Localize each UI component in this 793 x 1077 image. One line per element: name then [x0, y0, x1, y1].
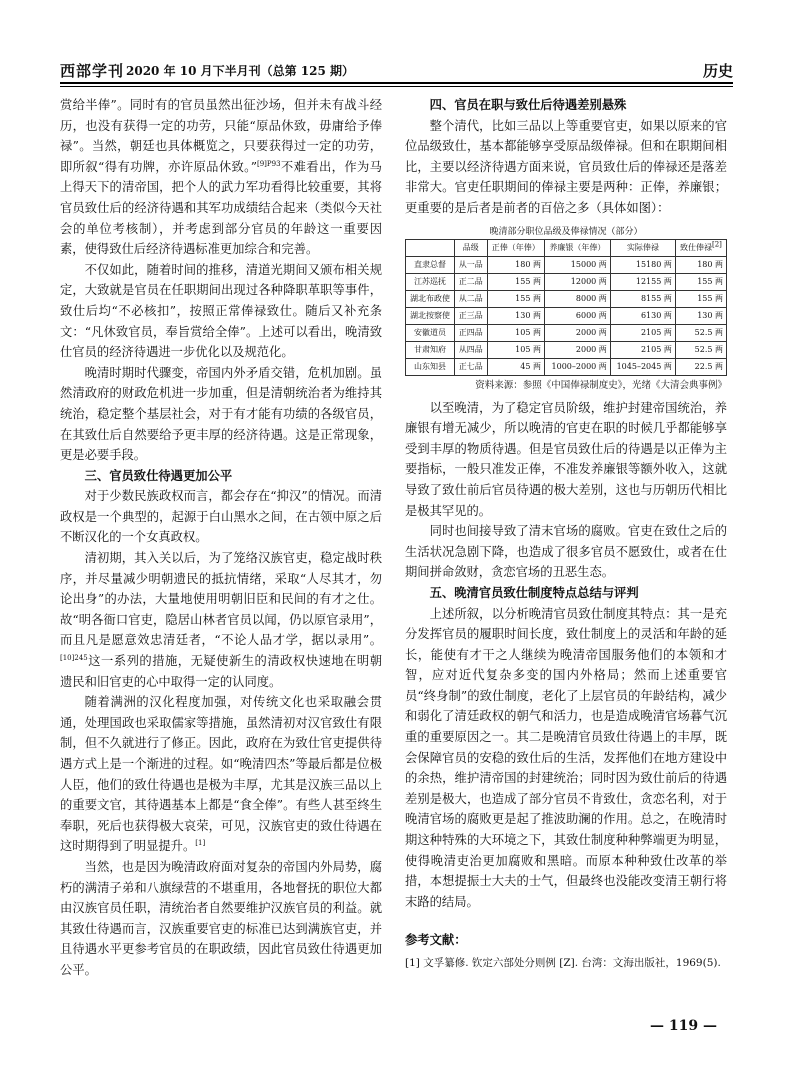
- paragraph: 清初期，其入关以后，为了笼络汉族官吏，稳定战时秩序，并尽量减少明朝遗民的抵抗情绪，采取“人尽其才，勿论出身”的办法，大量地使用明朝旧臣和民间的有才之仕。故“明各衙口官吏，隐居山林者官员以闻，仍以原官录用”，而且凡是愿意效忠清廷者，“不论人品才学，据以录用”。$^{[10]245}$这一系列的措施，无疑使新生的清政权快速地在明朝遗民和旧官吏的心中取得一定的认同度。: [60, 551, 382, 689]
- table-cell: 8155 两: [610, 290, 675, 307]
- section-heading: 五、晚清官员致仕制度特点总结与评判: [429, 585, 639, 600]
- salary-table: [405, 239, 727, 376]
- table-cell: 正七品: [455, 358, 487, 375]
- table-cell: 2000 两: [544, 324, 610, 341]
- right-column: [405, 95, 727, 972]
- left-column: [60, 95, 382, 981]
- paragraph: 随着满洲的汉化程度加强，对传统文化也采取融会贯通，处理国政也采取儒家等措施，虽然清初对汉官致仕有限制，但不久就进行了修正。因此，政府在为致仕官吏提供待遇方式上是一个渐进的过程。如“晚清四杰”等最后都是位极人臣，他们的致仕待遇也是极为丰厚，尤其是汉族三品以上的重要文官，其待遇基本上都是“食全俸”。有些人甚至终生奉职，死后也获得极大哀荣，可见，汉族官吏的致仕待遇在这时期得到了明显提升。[1]: [60, 695, 382, 854]
- table-header-cell: 养廉银（年俸）: [544, 239, 610, 256]
- paragraph: 以至晚清，为了稳定官员阶级，维护封建帝国统治，养廉银有增无减少，所以晚清的官吏在职的时候几乎都能够享受到丰厚的物质待遇。但是官员致仕后的待遇是以正俸为主要指标，一般只准发正俸，不准发养廉银等额外收入，这就导致了致仕前后官员待遇的极大差别，这也与历朝历代相比是极其罕见的。: [405, 400, 727, 518]
- citation-marker: [10]245: [60, 653, 88, 662]
- section-title: 历史: [702, 62, 733, 80]
- table-cell: 从一品: [455, 256, 487, 273]
- table-cell: 105 两: [487, 341, 544, 358]
- table-header-cell: 实际俸禄: [610, 239, 675, 256]
- page-header: [60, 60, 733, 80]
- table-cell: 52.5 两: [675, 341, 726, 358]
- section-heading: 四、官员在职与致仕后待遇差别悬殊: [429, 98, 627, 112]
- paragraph: 上述所叙，以分析晚清官员致仕制度其特点：其一是充分发挥官员的履职时间长度，致仕制度上的灵活和年龄的延长，能使有才干之人继续为晚清帝国服务他们的本领和才智，应对近代复杂多变的国内外格局；然而上述重要官员“终身制”的致仕制度，老化了上层官员的年龄结构，减少和弱化了清廷政权的朝气和活力，也是造成晚清官场暮气沉重的重要原因之一。其二是晚清官员致仕待遇上的丰厚，既会保障官员的安稳的致仕后的生活，发挥他们在地方建设中的余热，维护清帝国的封建统治；同时因为致仕前后的待遇差别是极大，也造成了部分官员不肯致仕，贪恋名利，对于晚清官场的腐败更是起了推波助澜的作用。总之，在晚清时期这种特殊的大环境之下，其致仕制度种种弊端更为明显，使得晚清吏治更加腐败和黑暗。而原本种种致仕改革的举措，本想提振士大夫的士气，但最终也没能改变清王朝行将末路的结局。: [405, 606, 727, 909]
- table-cell: 15180 两: [610, 256, 675, 273]
- table-cell: 正二品: [455, 273, 487, 290]
- table-header-cell: [406, 239, 455, 256]
- table-header-cell: 品级: [455, 239, 487, 256]
- table-cell: 155 两: [487, 273, 544, 290]
- table-cell: 180 两: [675, 256, 726, 273]
- table-row: [406, 290, 727, 307]
- paragraph: 晚清时期时代骤变，帝国内外矛盾交错，危机加剧。虽然清政府的财政危机进一步加重，但是清朝统治者为维持其统治，稳定整个基层社会，对于有才能有功绩的各级官员，在其致仕后自然要给予更丰厚的经济待遇。这是正常现象，更是必要手段。: [60, 365, 382, 463]
- header-rule-thick: [60, 82, 733, 84]
- page-number: — 119 —: [650, 1018, 717, 1034]
- journal-logo: 西部学刊: [60, 62, 125, 80]
- table-cell: 12000 两: [544, 273, 610, 290]
- table-row: [406, 256, 727, 273]
- table-cell: 105 两: [487, 324, 544, 341]
- paragraph: 对于少数民族政权而言，都会存在“抑汉”的情况。而清政权是一个典型的，起源于白山黑水之间，在古领中原之后不断汉化的一个女真政权。: [60, 489, 382, 545]
- table-cell: 15000 两: [544, 256, 610, 273]
- table-cell: 从四品: [455, 341, 487, 358]
- issue-info: 2020 年 10 月下半月刊（总第 125 期）: [126, 64, 355, 78]
- table-cell: 安徽道员: [406, 324, 455, 341]
- reference-item: [1] 文孚纂修. 钦定六部处分则例 [Z]. 台湾：文海出版社，1969(5).: [405, 957, 721, 969]
- citation-marker: [1]: [195, 839, 206, 848]
- table-cell: 155 两: [675, 273, 726, 290]
- salary-table-block: [405, 225, 727, 394]
- table-cell: 130 两: [487, 307, 544, 324]
- table-cell: 湖北按察使: [406, 307, 455, 324]
- table-cell: 22.5 两: [675, 358, 726, 375]
- table-cell: 甘肃知府: [406, 341, 455, 358]
- table-row: [406, 273, 727, 290]
- table-cell: 正四品: [455, 324, 487, 341]
- header-rule-thin: [60, 86, 733, 87]
- table-cell: 6130 两: [610, 307, 675, 324]
- table-row: [406, 358, 727, 375]
- table-header-cell: 致仕俸禄[2]: [675, 239, 726, 256]
- section-heading: 三、官员致仕待遇更加公平: [84, 468, 233, 483]
- table-cell: 直隶总督: [406, 256, 455, 273]
- table-cell: 45 两: [487, 358, 544, 375]
- table-cell: 6000 两: [544, 307, 610, 324]
- table-source: 资料来源：参照《中国俸禄制度史》，光绪《大清会典事例》: [475, 379, 727, 391]
- table-cell: 1000–2000 两: [544, 358, 610, 375]
- table-cell: 从二品: [455, 290, 487, 307]
- table-cell: 正三品: [455, 307, 487, 324]
- table-cell: 2105 两: [610, 341, 675, 358]
- table-cell: 1045–2045 两: [610, 358, 675, 375]
- table-header-cell: 正俸（年俸）: [487, 239, 544, 256]
- table-cell: 12155 两: [610, 273, 675, 290]
- paragraph: 赏给半俸”。同时有的官员虽然出征沙场，但并未有战斗经历，也没有获得一定的功劳，只能“原品休致，毋庸给予俸禄”。当然，朝廷也具体概览之，只要获得过一定的功劳，即所叙“得有功牌，亦许原品休致。”$^{[9]P93}$不难看出，作为马上得天下的清帝国，把个人的武力军功看得比较重要，其将官员致仕后的经济待遇和其军功成绩结合起来（类似今天社会的单位考核制），并考虑到部分官员的年龄这一重要因素，使得致仕后经济待遇标准更加综合和完善。: [60, 98, 382, 257]
- table-cell: 8000 两: [544, 290, 610, 307]
- paragraph: 同时也间接导致了清末官场的腐败。官吏在致仕之后的生活状况急剧下降，也造成了很多官员不愿致仕，或者在仕期间拼命敛财，贪恋官场的丑恶生态。: [405, 524, 727, 580]
- table-row: [406, 307, 727, 324]
- table-caption: 晚清部分职位品级及俸禄情况（部分）: [489, 226, 643, 237]
- references-heading: 参考文献：: [405, 933, 467, 948]
- table-cell: 52.5 两: [675, 324, 726, 341]
- paragraph: 整个清代，比如三品以上等重要官吏，如果以原来的官位品级致仕，基本都能够享受原品级俸禄。但和在职期间相比，主要以经济待遇方面来说，官员致仕后的俸禄还是落差非常大。官吏任职期间的俸禄主要是两种：正俸，养廉银；更重要的是后者是前者的百倍之多（具体如图）：: [405, 118, 727, 215]
- table-cell: 180 两: [487, 256, 544, 273]
- table-cell: 130 两: [675, 307, 726, 324]
- table-cell: 山东知县: [406, 358, 455, 375]
- table-cell: 2000 两: [544, 341, 610, 358]
- citation-marker: [9]P93: [257, 159, 281, 168]
- table-row: [406, 324, 727, 341]
- table-cell: 2105 两: [610, 324, 675, 341]
- table-cell: 155 两: [487, 290, 544, 307]
- table-row: [406, 341, 727, 358]
- paragraph: 当然，也是因为晚清政府面对复杂的帝国内外局势，腐朽的满清子弟和八旗绿营的不堪重用，各地督抚的职位大都由汉族官员任职，清统治者自然要维护汉族官员的利益。就其致仕待遇而言，汉族重要官吏的标准已达到满族官吏，并且待遇水平更参考官员的在职政绩，因此官员致仕待遇更加公平。: [60, 859, 382, 977]
- table-cell: 江苏巡抚: [406, 273, 455, 290]
- table-cell: 155 两: [675, 290, 726, 307]
- table-cell: 湖北布政使: [406, 290, 455, 307]
- paragraph: 不仅如此，随着时间的推移，清道光期间又颁布相关规定，大致就是官员在任职期间出现过各种降职革职等事件，致仕后均“不必核扣”，按照正常俸禄致仕。随后又补充条文：“凡休致官员，奉旨赏给全俸”。上述可以看出，晚清致仕官员的经济待遇进一步优化以及规范化。: [60, 262, 382, 360]
